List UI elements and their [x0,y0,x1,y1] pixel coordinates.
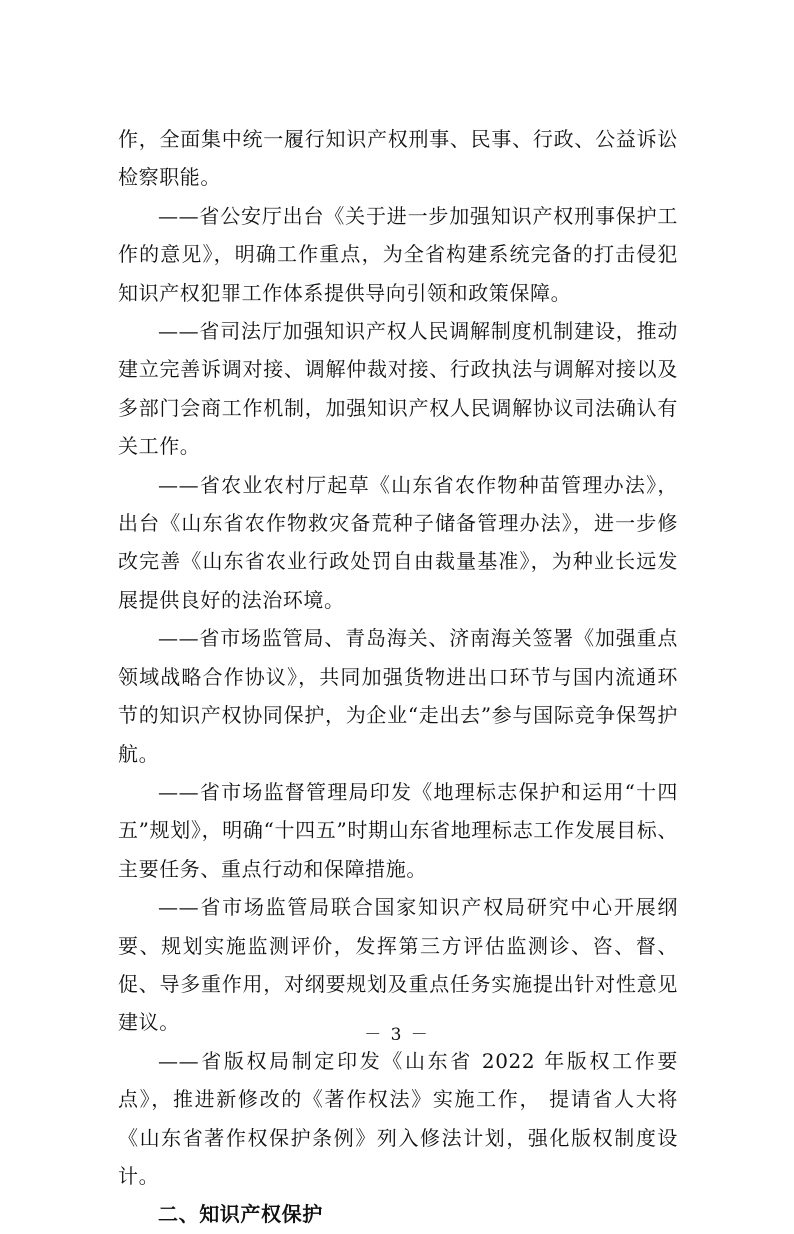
paragraph-market-customs: ——省市场监管局、青岛海关、济南海关签署《加强重点领域战略合作协议》，共同加强货物进出口环节与国内流通环节的知识产权协同保护，为企业“走出去”参与国际竞争保驾护航。 [118,626,678,766]
paragraph-continuation: 作，全面集中统一履行知识产权刑事、民事、行政、公益诉讼检察职能。 [118,127,678,190]
section-heading: 二、知识产权保护 [158,1202,323,1227]
body-text [118,120,678,1234]
paragraph-geographical-indication: ——省市场监督管理局印发《地理标志保护和运用“十四五”规划》，明确“十四五”时期山东省地理标志工作发展目标、主要任务、重点行动和保障措施。 [118,779,678,881]
paragraph-copyright: ——省版权局制定印发《山东省 2022 年版权工作要点》，推进新修改的《著作权法》实施工作， 提请省人大将《山东省著作权保护条例》列入修法计划，强化版权制度设计。 [118,1048,678,1188]
paragraph-agriculture: ——省农业农村厅起草《山东省农作物种苗管理办法》，出台《山东省农作物救灾备荒种子储备管理办法》，进一步修改完善《山东省农业行政处罚自由裁量基准》，为种业长远发展提供良好的法治环境。 [118,472,678,612]
page-number: － 3 － [364,1025,430,1045]
paragraph-monitoring-evaluation: ——省市场监管局联合国家知识产权局研究中心开展纲要、规划实施监测评价，发挥第三方评估监测诊、咨、督、促、导多重作用，对纲要规划及重点任务实施提出针对性意见建议。 [118,895,678,1035]
paragraph-public-security: ——省公安厅出台《关于进一步加强知识产权刑事保护工作的意见》，明确工作重点，为全省构建系统完备的打击侵犯知识产权犯罪工作体系提供导向引领和政策保障。 [118,203,678,305]
paragraph-justice: ——省司法厅加强知识产权人民调解制度机制建设，推动建立完善诉调对接、调解仲裁对接、行政执法与调解对接以及多部门会商工作机制，加强知识产权人民调解协议司法确认有关工作。 [118,319,678,459]
